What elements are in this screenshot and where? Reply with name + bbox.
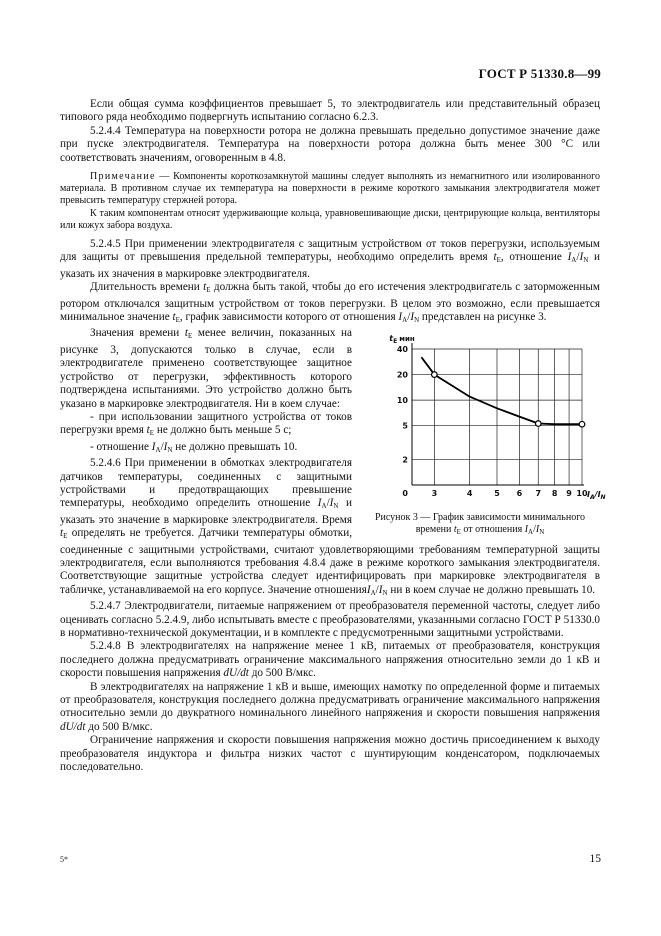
x-tick-label: 10 (576, 489, 588, 499)
x-tick-label: 6 (516, 489, 523, 499)
subscript: E (206, 286, 211, 295)
paragraph-5247: 5.2.4.7 Электродвигатели, питаемые напряжением от преобразователя переменной частоты, следует либо оценивать согласно 5.2.4.9, либо испытывать вместе с преобразователями, указанными согласно ГОСТ Р 51330.0 в нормативно-технической документации, и в комплекте с предусмотренными защитными устройствами. (60, 600, 600, 640)
y-tick-label: 40 (396, 345, 408, 355)
text: должна быть такой, чтобы до его истечения электродвигатель с заторможенным ротором отключался защитным устройством от токов перегрузки. В целом это возможно, если превышается минимальное значение (60, 281, 601, 324)
text: и указать это значение в маркировке электродвигателя. Время (60, 497, 352, 526)
subscript: N (167, 445, 173, 454)
note-continuation: К таким компонентам относят удерживающие кольца, уравновешивающие диски, центрирующие кольца, вентиляторы или кожух забора воздуха. (60, 207, 600, 231)
text: до 500 В/мкс. (248, 667, 316, 680)
paragraph-1kv (60, 681, 600, 735)
curve-tE (421, 358, 582, 425)
symbol-i: I (151, 440, 156, 453)
body-text (60, 98, 606, 774)
text: 5.2.4.8 В электродвигателях на напряжение менее 1 кВ, питаемых от преобразователя, конструкция последнего должна предусматривать ограничение максимального напряжения относительно земли до 1 кВ и скорости повышения напряжения (60, 640, 600, 680)
x-tick-label: 8 (551, 489, 558, 499)
chart-svg (360, 327, 606, 512)
text: Значения времени (90, 327, 185, 340)
y-axis-label: $t_E$ мин (389, 334, 415, 346)
symbol-i: I (410, 311, 415, 324)
subscript: A (528, 528, 534, 537)
slash: / (375, 583, 379, 596)
paragraph-5248 (60, 640, 600, 680)
paragraph-limitation: Ограничение напряжения и скорости повышения напряжения можно достичь присоединением к выходу преобразователя индуктора и фильтра низких частот с шунтирующим конденсатором, подключаемых последовательно. (60, 734, 600, 774)
subscript: A (402, 316, 408, 325)
subscript: N (382, 588, 388, 597)
text: ни в коем случае не должно превышать 10. (387, 583, 596, 596)
data-point (432, 372, 438, 378)
text: не должно быть меньше 5 с; (154, 424, 292, 437)
x-tick-label: 3 (431, 489, 438, 499)
slash: / (160, 440, 164, 453)
subscript: A (155, 445, 161, 454)
symbol-dudt: dU/dt (223, 667, 249, 680)
y-tick-label: 5 (402, 422, 408, 432)
symbol-i: I (567, 251, 572, 264)
text: представлен на рисунке 3. (419, 311, 547, 324)
y-tick-label: 10 (396, 396, 408, 406)
figure-caption (360, 512, 600, 538)
text: и указать их значения в маркировке электродвигателя. (60, 251, 600, 280)
slash: / (576, 251, 580, 264)
data-point (535, 421, 541, 427)
subscript: E (63, 532, 68, 541)
footer-signature-mark: 5* (60, 855, 68, 864)
standard-header: ГОСТ Р 51330.8—99 (478, 66, 601, 81)
symbol-i: I (317, 497, 322, 510)
text: - отношение (90, 440, 152, 453)
note-label: Примечание (90, 171, 156, 183)
symbol-i: I (524, 524, 529, 536)
text: 5.2.4.6 При применении в обмотках электродвигателя датчиков температуры, соединенных с защитными устройствами и предотвращающих превышение температуры, необходимо определить отношение (60, 457, 352, 510)
data-point (579, 422, 585, 428)
y-tick-label: 2 (402, 455, 408, 465)
symbol-t: t (203, 281, 207, 294)
subscript: N (583, 256, 589, 265)
subscript: E (149, 429, 155, 438)
caption-line-1: Рисунок 3 — График зависимости минимального (374, 512, 586, 524)
text: В электродвигателях на напряжение 1 кВ и выше, имеющих намотку по определенной форме и питаемых от преобразователя, конструкция последнего должна предусматривать ограничение максимального напряжения относительно земли до двукратного номинального линейного напряжения и скорости повышения напряжения (60, 680, 600, 720)
slash: / (407, 311, 411, 324)
text: не должно превышать 10. (172, 440, 298, 453)
text: времени (415, 524, 454, 536)
text: , отношение (500, 251, 568, 264)
symbol-i: I (579, 251, 584, 264)
slash: / (326, 497, 330, 510)
symbol-t: t (453, 524, 457, 536)
x-tick-label: 5 (494, 489, 500, 499)
subscript: A (321, 502, 327, 511)
subscript: E (496, 256, 501, 265)
symbol-dudt: dU/dt (60, 720, 86, 733)
x-tick-label: 7 (535, 489, 542, 499)
symbol-i: I (329, 497, 334, 510)
paragraph-5244: 5.2.4.4 Температура на поверхности ротора не должна превышать предельно допустимое значение даже при пуске электродвигателя. Температура на поверхности ротора должна быть менее 300 °С или соответствовать значениям, оговоренным в 4.8. (60, 124, 600, 164)
symbol-t: t (184, 327, 188, 340)
paragraph-1: Если общая сумма коэффициентов превышает 5, то электродвигатель или представительный образец типового ряда необходимо подвергнуть испытанию согласно 6.2.3. (60, 98, 600, 124)
symbol-i: I (366, 583, 371, 596)
subscript: A (571, 256, 577, 265)
subscript: N (414, 316, 420, 325)
subscript: E (187, 332, 193, 341)
symbol-t: t (60, 527, 64, 540)
text: 5.2.4.5 При применении электродвигателя с защитным устройством от токов перегрузки, используемым для защиты от превышения предельной температуры, необходимо определить время (60, 238, 600, 264)
x-tick-label: 9 (566, 489, 572, 499)
origin-label: 0 (402, 489, 408, 499)
subscript: E (175, 316, 180, 325)
text: менее величин, показанных на рисунке 3, допускаются только в случае, если в электродвигателе применено соответствующее защитное устройство от перегрузки, эффективность которого подтверждена испытаниями. Это устройство должно быть указано в маркировке электродвигателя. Ни в коем случае: (60, 327, 352, 410)
text: до 500 В/мкс. (85, 720, 153, 733)
x-tick-label: 4 (466, 489, 473, 499)
text: Длительность времени (90, 281, 204, 294)
symbol-t: t (172, 311, 176, 324)
subscript: N (539, 528, 545, 537)
text: от отношения (460, 524, 525, 536)
note (60, 171, 600, 208)
text: , график зависимости которого от отношения (179, 311, 399, 324)
y-tick-label: 20 (396, 371, 408, 381)
paragraph-5245 (60, 238, 600, 281)
symbol-i: I (535, 524, 540, 536)
symbol-i: I (398, 311, 403, 324)
text: определять не требуется. Датчики температуры обмотки, соединенные с защитными устройствами, считают удовлетворяющими требованиям температурной защиты электродвигателя, если выполняются требования 4.8.4 даже в режиме короткого замыкания электродвигателя. Соответствующие защитные устройства следует идентифицировать при маркировке электродвигателя в табличке, устанавливаемой на его корпусе. Значение отношения (60, 527, 600, 596)
subscript: N (333, 502, 339, 511)
paragraph-duration (60, 281, 600, 327)
symbol-i: I (378, 583, 383, 596)
symbol-i: I (163, 440, 168, 453)
slash: / (533, 524, 536, 536)
x-axis-label: $I_A/I_N$ (587, 490, 606, 502)
subscript: A (370, 588, 376, 597)
caption-line-2 (360, 524, 600, 538)
subscript: E (456, 528, 461, 537)
note-text: — Компоненты короткозамкнутой машины следует выполнять из немагнитного или изолированного материала. В противном случае их температура на поверхности в режиме короткого замыкания электродвигателя может превысить температуру стержней ротора. (60, 171, 600, 207)
symbol-t: t (146, 424, 150, 437)
figure-3 (360, 327, 606, 538)
symbol-t: t (493, 251, 497, 264)
text: - при использовании защитного устройства от токов перегрузки время (60, 410, 352, 437)
page-number: 15 (589, 853, 601, 865)
